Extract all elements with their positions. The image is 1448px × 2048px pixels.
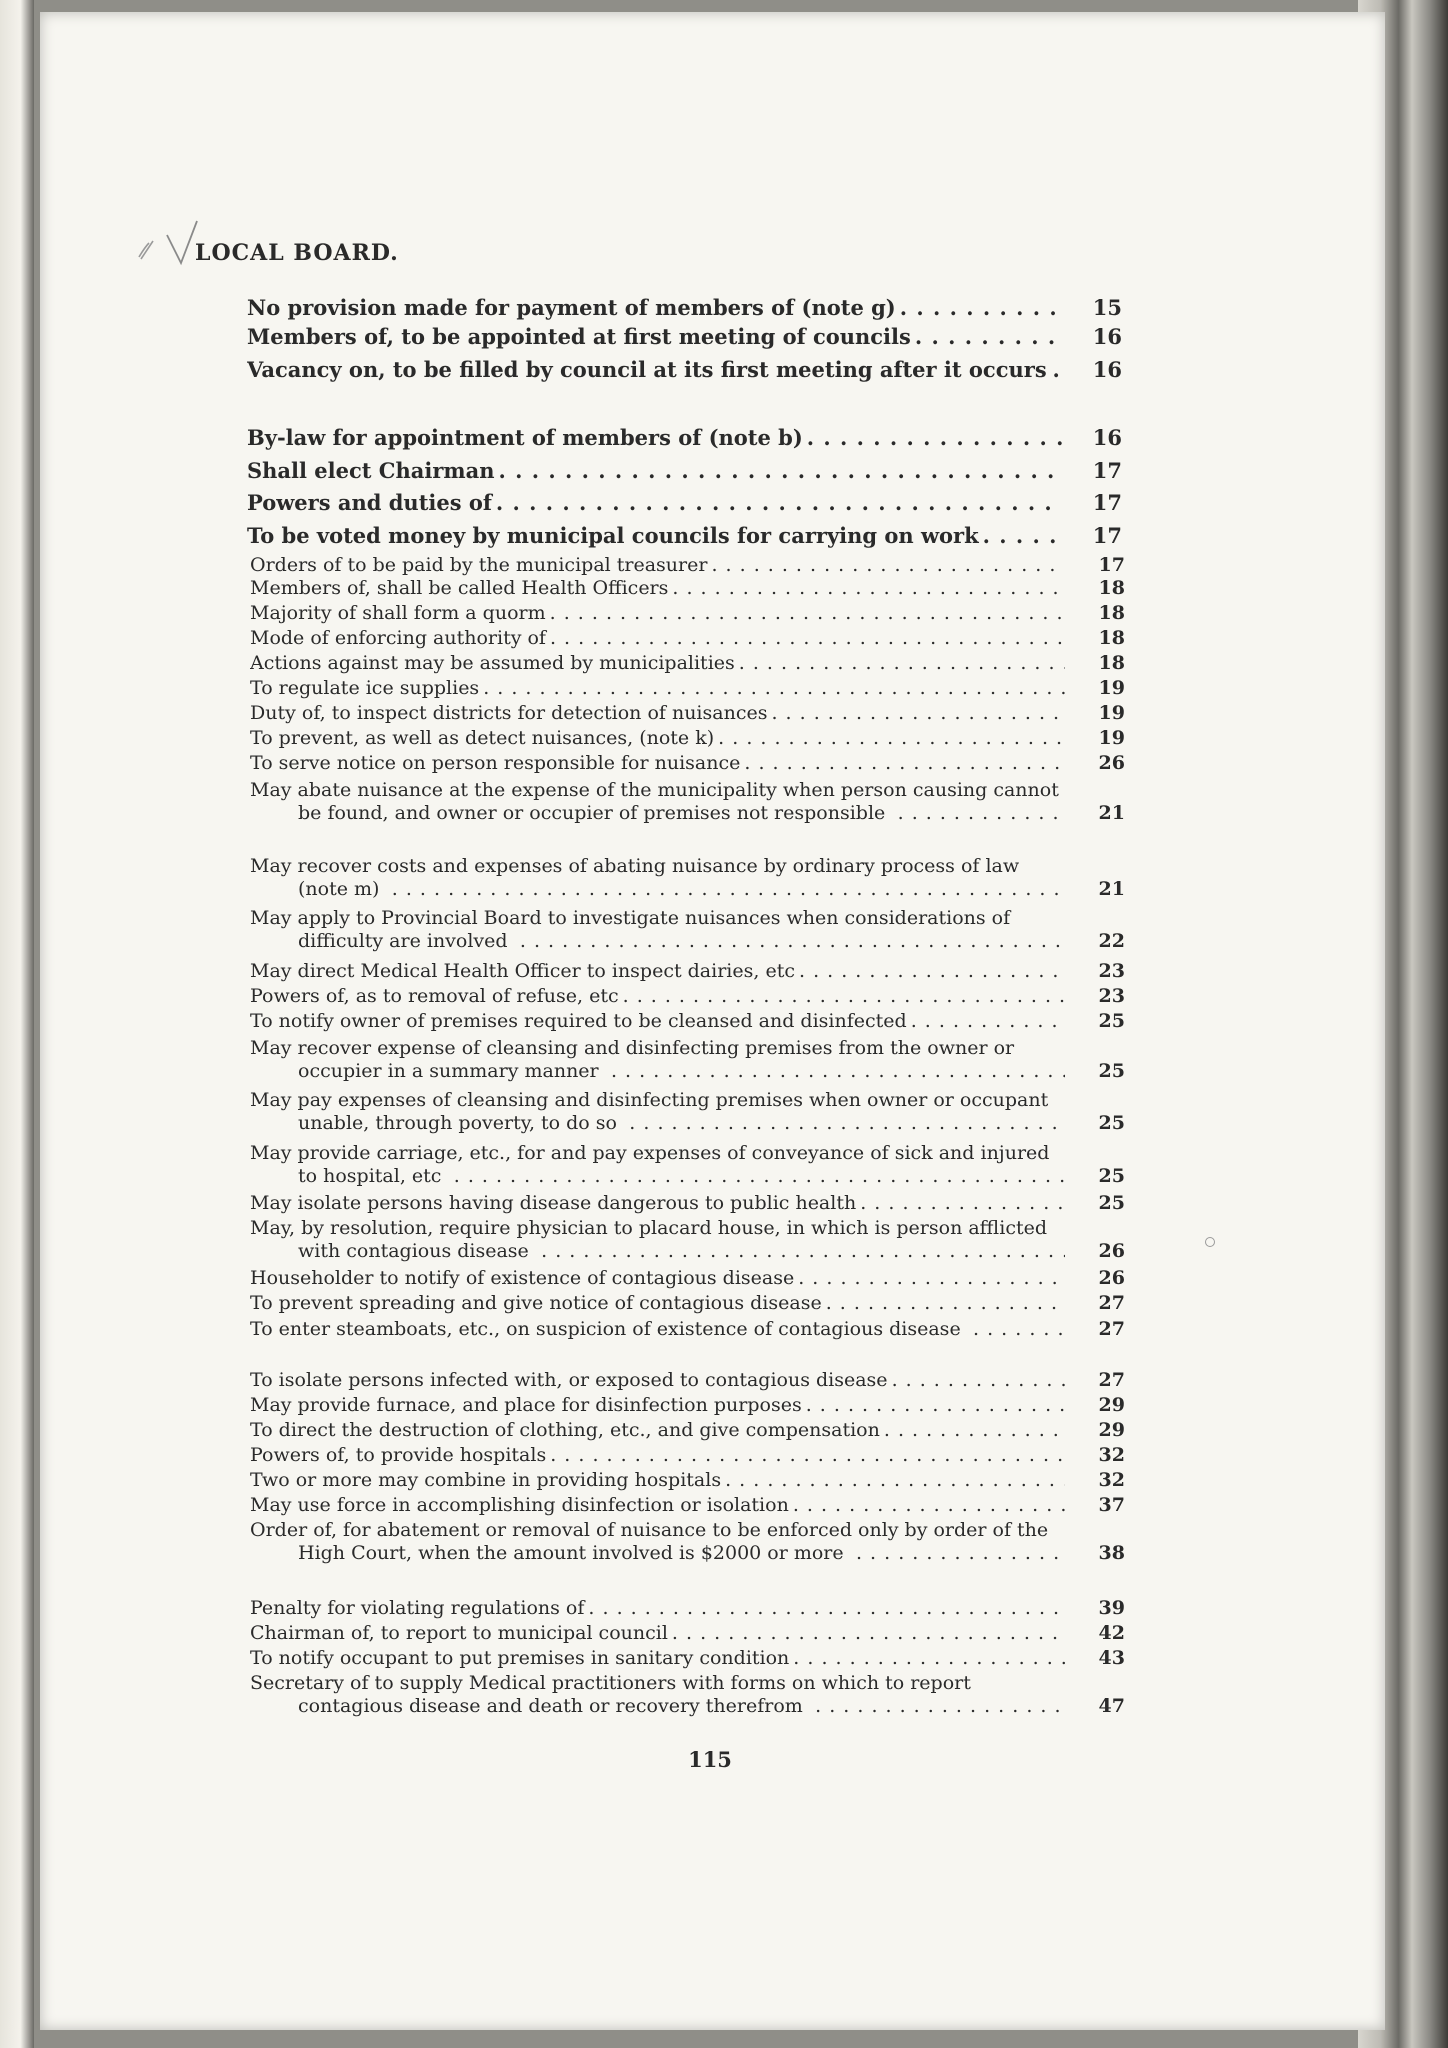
entry-text: Actions against may be assumed by municipalities [250, 652, 739, 674]
index-page [40, 12, 1385, 2030]
index-entry [250, 1010, 1125, 1033]
entry-text: Secretary of to supply Medical practitioners with forms on which to report contagious disease and death or recovery therefrom [250, 1672, 971, 1717]
entry-text: May use force in accomplishing disinfection or isolation [250, 1494, 793, 1516]
entry-text: May isolate persons having disease dangerous to public health [250, 1192, 860, 1214]
entry-page-number: 18 [1065, 627, 1125, 650]
entry-text: To regulate ice supplies [250, 677, 483, 699]
entry-text: May abate nuisance at the expense of the municipality when person causing cannot be found, and owner or occupier of premises not responsible [250, 779, 1059, 824]
entry-page-number: 18 [1065, 602, 1125, 625]
index-entry [250, 1622, 1125, 1645]
index-entry [247, 356, 1122, 383]
entry-text: Shall elect Chairman [247, 458, 499, 483]
entry-text: Members of, to be appointed at first meeting of councils [247, 324, 915, 349]
index-entry [250, 1217, 1125, 1263]
page-number: 115 [688, 1747, 732, 1772]
entry-page-number: 18 [1065, 652, 1125, 675]
index-entry [250, 577, 1125, 600]
entry-page-number: 25 [1065, 1010, 1125, 1033]
index-entry [250, 779, 1125, 825]
entry-page-number: 38 [1065, 1542, 1125, 1565]
entry-page-number: 15 [1062, 294, 1122, 321]
entry-page-number: 27 [1065, 1292, 1125, 1315]
entry-text: Vacancy on, to be filled by council at its first meeting after it occurs [247, 357, 1051, 382]
entry-page-number: 26 [1065, 1240, 1125, 1263]
index-entry [247, 457, 1122, 484]
index-entry [247, 424, 1122, 451]
entry-page-number: 17 [1062, 522, 1122, 549]
entry-page-number: 32 [1065, 1469, 1125, 1492]
index-entry [250, 1494, 1125, 1517]
entry-text: To isolate persons infected with, or exposed to contagious disease [250, 1369, 892, 1391]
facing-page-edge [0, 0, 34, 2048]
index-entry [250, 1469, 1125, 1492]
entry-page-number: 27 [1065, 1318, 1125, 1341]
index-entry [247, 294, 1122, 321]
entry-page-number: 21 [1065, 802, 1125, 825]
entry-text: Majority of shall form a quorm [250, 602, 550, 624]
index-entry [247, 489, 1122, 516]
index-entry [250, 1672, 1125, 1718]
entry-text: To direct the destruction of clothing, etc., and give compensation [250, 1419, 884, 1441]
entry-text: Orders of to be paid by the municipal treasurer [250, 554, 711, 576]
entry-page-number: 25 [1065, 1192, 1125, 1215]
entry-text: To enter steamboats, etc., on suspicion of existence of contagious disease [250, 1318, 965, 1340]
index-entry [250, 1444, 1125, 1467]
entry-page-number: 26 [1065, 1267, 1125, 1290]
entry-text: Members of, shall be called Health Officers [250, 577, 672, 599]
entry-page-number: 16 [1062, 323, 1122, 350]
entry-text: To prevent, as well as detect nuisances, (note k) [250, 727, 718, 749]
entry-page-number: 32 [1065, 1444, 1125, 1467]
entry-text: To be voted money by municipal councils for carrying on work [247, 523, 983, 548]
entry-text: May recover expense of cleansing and disinfecting premises from the owner or occupier in a summary manner [250, 1037, 1015, 1082]
index-entry [250, 1037, 1125, 1083]
entry-text: May provide carriage, etc., for and pay expenses of conveyance of sick and injured to hospital, etc [250, 1142, 1050, 1187]
entry-page-number: 17 [1065, 554, 1125, 577]
index-entry [250, 627, 1125, 650]
entry-page-number: 16 [1062, 356, 1122, 383]
entry-page-number: 18 [1065, 577, 1125, 600]
entry-page-number: 23 [1065, 960, 1125, 983]
entry-text: To notify owner of premises required to be cleansed and disinfected [250, 1010, 911, 1032]
entry-text: No provision made for payment of members of (note g) [247, 295, 900, 320]
index-entry [250, 1267, 1125, 1290]
index-entry [247, 522, 1122, 549]
index-entry [250, 1394, 1125, 1417]
entry-page-number: 16 [1062, 424, 1122, 451]
index-entry [250, 960, 1125, 983]
entry-page-number: 23 [1065, 985, 1125, 1008]
entry-text: Order of, for abatement or removal of nuisance to be enforced only by order of the High Court, when the amount involved is $2000 or more [250, 1519, 1049, 1564]
entry-page-number: 27 [1065, 1369, 1125, 1392]
entry-page-number: 19 [1065, 702, 1125, 725]
entry-text: Mode of enforcing authority of [250, 627, 550, 649]
index-entry [250, 602, 1125, 625]
entry-text: May apply to Provincial Board to investigate nuisances when considerations of difficulty are involved [250, 907, 1011, 952]
entry-text: May provide furnace, and place for disinfection purposes [250, 1394, 806, 1416]
index-entry [250, 985, 1125, 1008]
entry-text: Powers and duties of [247, 490, 496, 515]
index-entry [250, 1142, 1125, 1188]
index-entry [250, 554, 1125, 577]
entry-text: To prevent spreading and give notice of contagious disease [250, 1292, 826, 1314]
entry-page-number: 43 [1065, 1647, 1125, 1670]
entry-text: Two or more may combine in providing hospitals [250, 1469, 725, 1491]
entry-text: To serve notice on person responsible for nuisance [250, 752, 744, 774]
index-entry [250, 1292, 1125, 1315]
index-entry [250, 1519, 1125, 1565]
entry-page-number: 17 [1062, 457, 1122, 484]
index-entry [250, 727, 1125, 750]
entry-text: Powers of, as to removal of refuse, etc [250, 985, 623, 1007]
entry-text: May pay expenses of cleansing and disinfecting premises when owner or occupant unable, through poverty, to do so [250, 1089, 1049, 1134]
entry-text: May recover costs and expenses of abating nuisance by ordinary process of law (note m) [250, 855, 1020, 900]
section-heading: LOCAL BOARD. [195, 240, 399, 266]
entry-page-number: 25 [1065, 1112, 1125, 1135]
index-entry [250, 1089, 1125, 1135]
entry-page-number: 19 [1065, 677, 1125, 700]
entry-page-number: 19 [1065, 727, 1125, 750]
entry-text: May, by resolution, require physician to placard house, in which is person afflicted with contagious disease [250, 1217, 1048, 1262]
entry-page-number: 25 [1065, 1060, 1125, 1083]
entry-page-number: 42 [1065, 1622, 1125, 1645]
entry-page-number: 29 [1065, 1394, 1125, 1417]
index-entries [40, 12, 1385, 2030]
entry-text: Powers of, to provide hospitals [250, 1444, 550, 1466]
index-entry [250, 752, 1125, 775]
index-entry [250, 1192, 1125, 1215]
entry-page-number: 29 [1065, 1419, 1125, 1442]
entry-text: Duty of, to inspect districts for detection of nuisances [250, 702, 771, 724]
scan-speck [1205, 1237, 1215, 1247]
index-entry [250, 1419, 1125, 1442]
entry-page-number: 17 [1062, 489, 1122, 516]
index-entry [250, 1369, 1125, 1392]
index-entry [250, 1647, 1125, 1670]
entry-page-number: 26 [1065, 752, 1125, 775]
index-entry [250, 1318, 1125, 1341]
entry-text: By-law for appointment of members of (note b) [247, 425, 807, 450]
entry-page-number: 21 [1065, 878, 1125, 901]
entry-text: Penalty for violating regulations of [250, 1597, 588, 1619]
index-entry [250, 1597, 1125, 1620]
entry-page-number: 47 [1065, 1695, 1125, 1718]
index-entry [247, 323, 1122, 350]
index-entry [250, 702, 1125, 725]
entry-page-number: 39 [1065, 1597, 1125, 1620]
entry-text: Chairman of, to report to municipal council [250, 1622, 672, 1644]
index-entry [250, 907, 1125, 953]
index-entry [250, 677, 1125, 700]
entry-page-number: 22 [1065, 930, 1125, 953]
index-entry [250, 855, 1125, 901]
entry-text: May direct Medical Health Officer to inspect dairies, etc [250, 960, 799, 982]
entry-text: Householder to notify of existence of contagious disease [250, 1267, 798, 1289]
entry-page-number: 37 [1065, 1494, 1125, 1517]
index-entry [250, 652, 1125, 675]
entry-text: To notify occupant to put premises in sanitary condition [250, 1647, 793, 1669]
entry-page-number: 25 [1065, 1165, 1125, 1188]
